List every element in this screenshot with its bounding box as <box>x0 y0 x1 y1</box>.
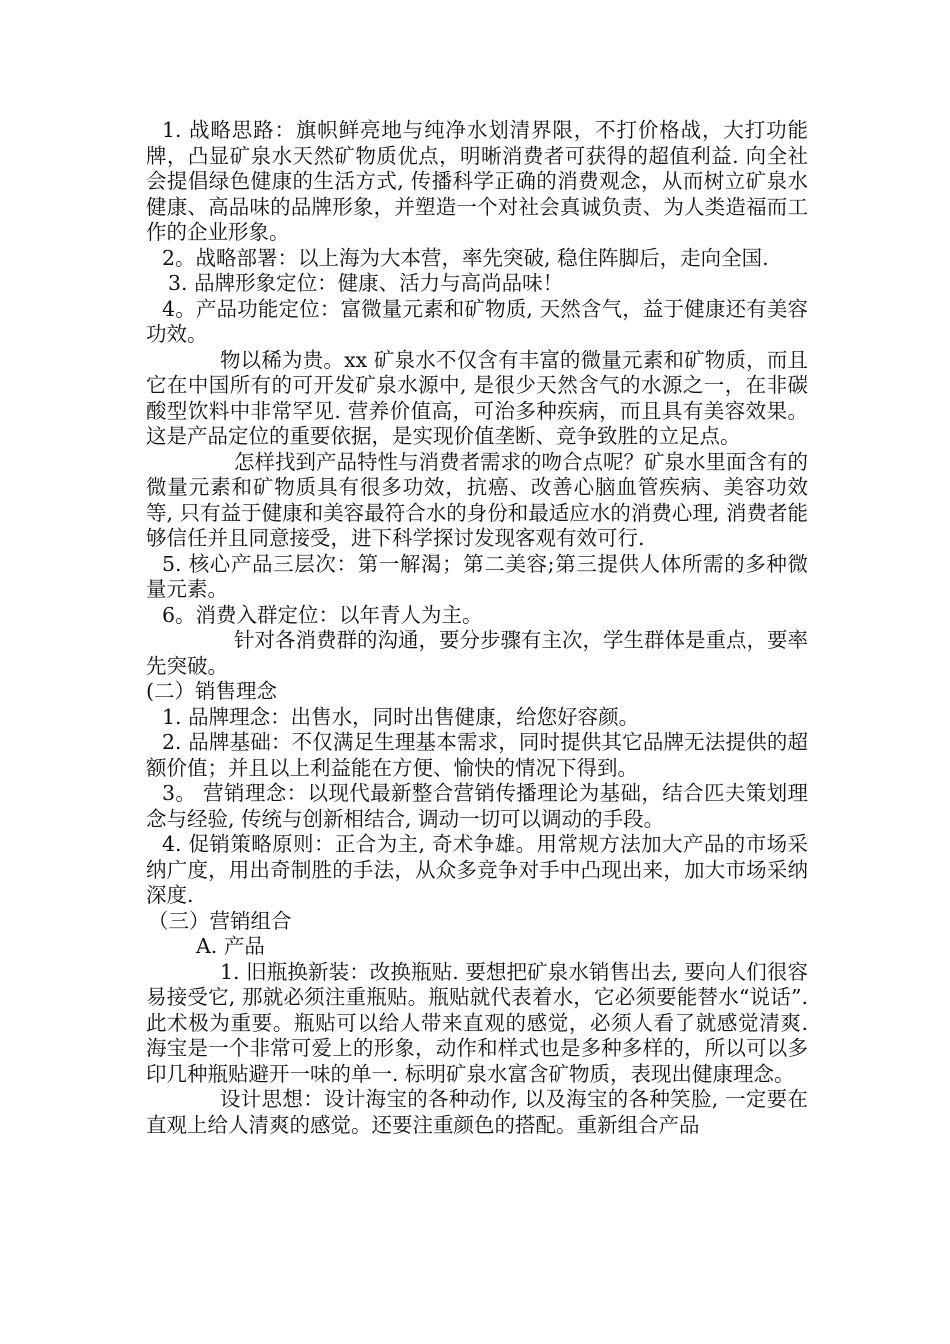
paragraph-strategy-deployment: 2。战略部署：以上海为大本营，率先突破, 稳住阵脚后，走向全国. <box>162 245 769 270</box>
paragraph-consumer-positioning: 6。消费入群定位：以年青人为主。 <box>162 602 483 627</box>
paragraph-consumer-communication: 针对各消费群的沟通，要分步骤有主次，学生群体是重点，要率先突破。 <box>146 628 808 678</box>
subheading-product: A. 产品 <box>196 934 265 958</box>
paragraph-brand-foundation: 2. 品牌基础：不仅满足生理基本需求，同时提供其它品牌无法提供的超额价值；并且以上利益能在方便、愉快的情况下得到。 <box>146 730 808 780</box>
section-heading-marketing-mix: （三）营销组合 <box>148 908 292 933</box>
paragraph-brand-image-positioning: 3. 品牌形象定位：健康、活力与高尚品味！ <box>168 271 564 295</box>
paragraph-product-function-positioning: 4。产品功能定位：富微量元素和矿物质, 天然含气，益于健康还有美容功效。 <box>146 296 808 346</box>
paragraph-strategy-thinking: 1. 战略思路：旗帜鲜亮地与纯净水划清界限，不打价格战，大打功能牌，凸显矿泉水天然矿物质优点，明晰消费者可获得的超值利益. 向全社会提倡绿色健康的生活方式, 传播科学正确的消费观念，从而树立矿泉水健康、高品味的品牌形象，并塑造一个对社会真诚负责、为人类造福而工作的企业形象。 <box>146 118 808 244</box>
paragraph-marketing-concept: 3。 营销理念：以现代最新整合营销传播理论为基础，结合匹夫策划理念与经验, 传统与创新相结合, 调动一切可以调动的手段。 <box>146 781 808 831</box>
paragraph-scarcity: 物以稀为贵。xx 矿泉水不仅含有丰富的微量元素和矿物质，而且它在中国所有的可开发矿泉水源中, 是很少天然含气的水源之一，在非碳酸型饮料中非常罕见. 营养价值高，可治多种疾病，而且具有美容效果。这是产品定位的重要依据，是实现价值垄断、竞争致胜的立足点。 <box>146 347 808 448</box>
paragraph-core-product-levels: 5. 核心产品三层次：第一解渴；第二美容;第三提供人体所需的多种微量元素。 <box>146 551 808 601</box>
paragraph-brand-concept: 1. 品牌理念：出售水，同时出售健康，给您好容颜。 <box>162 704 640 729</box>
paragraph-design-idea: 设计思想：设计海宝的各种动作, 以及海宝的各种笑脸, 一定要在直观上给人清爽的感觉。还要注重颜色的搭配。重新组合产品 <box>146 1087 808 1137</box>
section-heading-sales-concept: (二）销售理念 <box>146 679 277 703</box>
document-page <box>146 118 808 1138</box>
paragraph-fit-point: 怎样找到产品特性与消费者需求的吻合点呢？矿泉水里面含有的微量元素和矿物质具有很多功效，抗癌、改善心脑血管疾病、美容功效等, 只有益于健康和美容最符合水的身份和最适应水的消费心理, 消费者能够信任并且同意接受，进下科学探讨发现客观有效可行. <box>146 449 808 550</box>
paragraph-new-label: 1. 旧瓶换新装：改换瓶贴. 要想把矿泉水销售出去, 要向人们很容易接受它, 那就必须注重瓶贴。瓶贴就代表着水，它必须要能替水“说话”. 此术极为重要。瓶贴可以给人带来直观的感觉，必须人看了就感觉清爽. 海宝是一个非常可爱上的形象，动作和样式也是多种多样的，所以可以多印几种瓶贴避开一味的单一. 标明矿泉水富含矿物质，表现出健康理念。 <box>146 959 808 1086</box>
paragraph-promotion-principle: 4. 促销策略原则：正合为主, 奇术争雄。用常规方法加大产品的市场采纳广度，用出奇制胜的手法，从众多竞争对手中凸现出来，加大市场采纳深度. <box>146 832 808 907</box>
